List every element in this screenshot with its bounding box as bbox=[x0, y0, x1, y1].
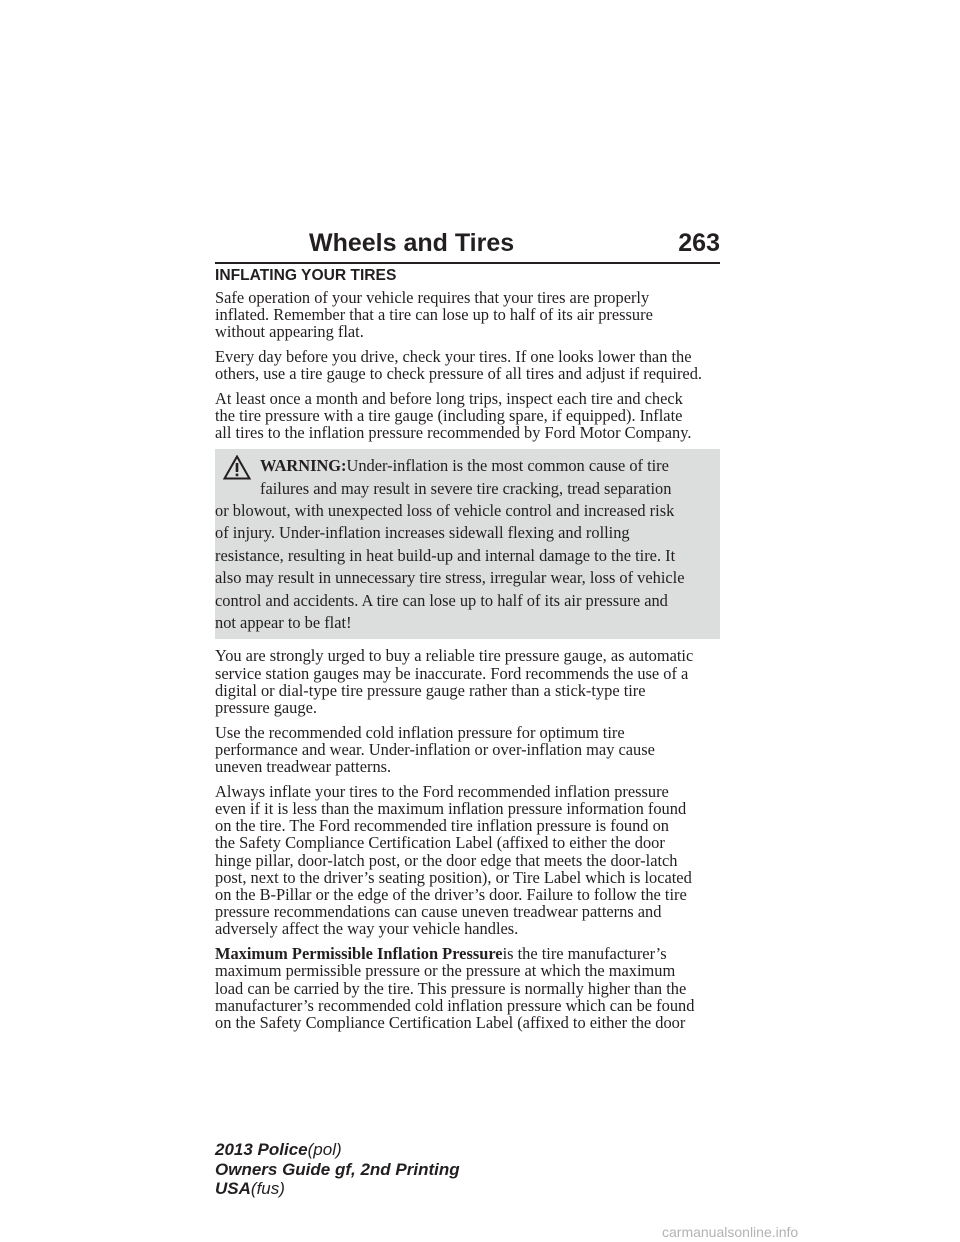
paragraph-line: Use the recommended cold inflation pressure for optimum tire bbox=[215, 722, 625, 742]
max-pressure-line: manufacturer’s recommended cold inflation pressure which can be found bbox=[215, 995, 695, 1015]
paragraph-line: performance and wear. Under-inflation or over-inflation may cause bbox=[215, 739, 655, 759]
warning-label: WARNING: bbox=[260, 456, 347, 476]
paragraph-line: hinge pillar, door-latch post, or the door edge that meets the door-latch bbox=[215, 850, 678, 870]
warning-line: or blowout, with unexpected loss of vehicle control and increased risk bbox=[215, 500, 675, 520]
paragraph-line: Safe operation of your vehicle requires that your tires are properly bbox=[215, 288, 650, 307]
page-content bbox=[215, 267, 720, 1039]
footer-market: USA bbox=[215, 1179, 251, 1198]
warning-box bbox=[215, 449, 720, 639]
footer-line-market bbox=[215, 1179, 460, 1199]
paragraph-line: You are strongly urged to buy a reliable tire pressure gauge, as automatic bbox=[215, 646, 694, 666]
paragraph-line: the Safety Compliance Certification Label (affixed to either the door bbox=[215, 833, 665, 853]
paragraph-line: Every day before you drive, check your tires. If one looks lower than the bbox=[215, 347, 692, 367]
paragraph-line: on the tire. The Ford recommended tire inflation pressure is found on bbox=[215, 816, 669, 836]
warning-line: of injury. Under-inflation increases sidewall flexing and rolling bbox=[215, 523, 630, 543]
paragraph-line: all tires to the inflation pressure recommended by Ford Motor Company. bbox=[215, 423, 692, 443]
paragraph-line: without appearing flat. bbox=[215, 322, 364, 342]
max-pressure-first-text: is the tire manufacturer’s bbox=[502, 944, 667, 964]
footer-model: 2013 Police bbox=[215, 1140, 308, 1159]
warning-triangle-icon bbox=[223, 455, 251, 480]
body-paragraph bbox=[215, 724, 720, 776]
paragraph-line: on the B-Pillar or the edge of the driver’s door. Failure to follow the tire bbox=[215, 885, 687, 905]
paragraphs-after-warning bbox=[215, 647, 720, 937]
warning-line: failures and may result in severe tire cracking, tread separation bbox=[260, 478, 672, 498]
body-paragraph bbox=[215, 289, 720, 341]
body-paragraph bbox=[215, 647, 720, 716]
paragraph-line: Always inflate your tires to the Ford recommended inflation pressure bbox=[215, 781, 669, 801]
paragraph-line: pressure gauge. bbox=[215, 697, 317, 717]
max-pressure-paragraph bbox=[215, 945, 720, 1031]
max-pressure-first-line bbox=[215, 945, 720, 962]
max-pressure-line: maximum permissible pressure or the pressure at which the maximum bbox=[215, 961, 676, 981]
body-paragraph bbox=[215, 348, 720, 382]
paragraph-line: inflated. Remember that a tire can lose up to half of its air pressure bbox=[215, 305, 653, 325]
footer-model-code: (pol) bbox=[307, 1140, 342, 1159]
paragraph-line: pressure recommendations can cause uneven treadwear patterns and bbox=[215, 902, 662, 922]
footer-market-code: (fus) bbox=[250, 1179, 285, 1198]
max-pressure-line: on the Safety Compliance Certification Label (affixed to either the door bbox=[215, 1012, 686, 1032]
body-paragraph bbox=[215, 390, 720, 442]
paragraph-line: service station gauges may be inaccurate. Ford recommends the use of a bbox=[215, 663, 689, 683]
warning-line: resistance, resulting in heat build-up and internal damage to the tire. It bbox=[215, 545, 676, 565]
max-pressure-line: load can be carried by the tire. This pressure is normally higher than the bbox=[215, 978, 687, 998]
page-header bbox=[215, 228, 720, 264]
body-paragraph bbox=[215, 783, 720, 938]
paragraph-line: uneven treadwear patterns. bbox=[215, 757, 392, 777]
warning-first-text: Under-inflation is the most common cause of tire bbox=[346, 456, 669, 476]
warning-line: control and accidents. A tire can lose up to half of its air pressure and bbox=[215, 590, 668, 610]
footer-guide: Owners Guide gf, 2nd Printing bbox=[215, 1159, 460, 1179]
page-number: 263 bbox=[678, 229, 720, 257]
paragraph-line: digital or dial-type tire pressure gauge rather than a stick-type tire bbox=[215, 680, 646, 700]
page-footer bbox=[215, 1140, 460, 1199]
warning-line: not appear to be flat! bbox=[215, 612, 352, 632]
paragraph-line: even if it is less than the maximum inflation pressure information found bbox=[215, 799, 687, 818]
paragraph-line: others, use a tire gauge to check pressure of all tires and adjust if required. bbox=[215, 364, 702, 384]
chapter-title: Wheels and Tires bbox=[309, 229, 515, 257]
paragraph-line: adversely affect the way your vehicle handles. bbox=[215, 919, 519, 939]
max-pressure-term: Maximum Permissible Inflation Pressure bbox=[215, 944, 503, 964]
paragraph-line: At least once a month and before long trips, inspect each tire and check bbox=[215, 389, 683, 409]
warning-first-line bbox=[215, 455, 714, 477]
paragraphs-before-warning bbox=[215, 289, 720, 442]
paragraph-line: the tire pressure with a tire gauge (including spare, if equipped). Inflate bbox=[215, 406, 683, 426]
section-title: INFLATING YOUR TIRES bbox=[215, 267, 397, 284]
warning-line: also may result in unnecessary tire stress, irregular wear, loss of vehicle bbox=[215, 568, 685, 588]
watermark-link[interactable]: carmanualsonline.info bbox=[662, 1224, 799, 1240]
paragraph-line: post, next to the driver’s seating position), or Tire Label which is located bbox=[215, 867, 692, 887]
footer-line-model bbox=[215, 1140, 460, 1160]
